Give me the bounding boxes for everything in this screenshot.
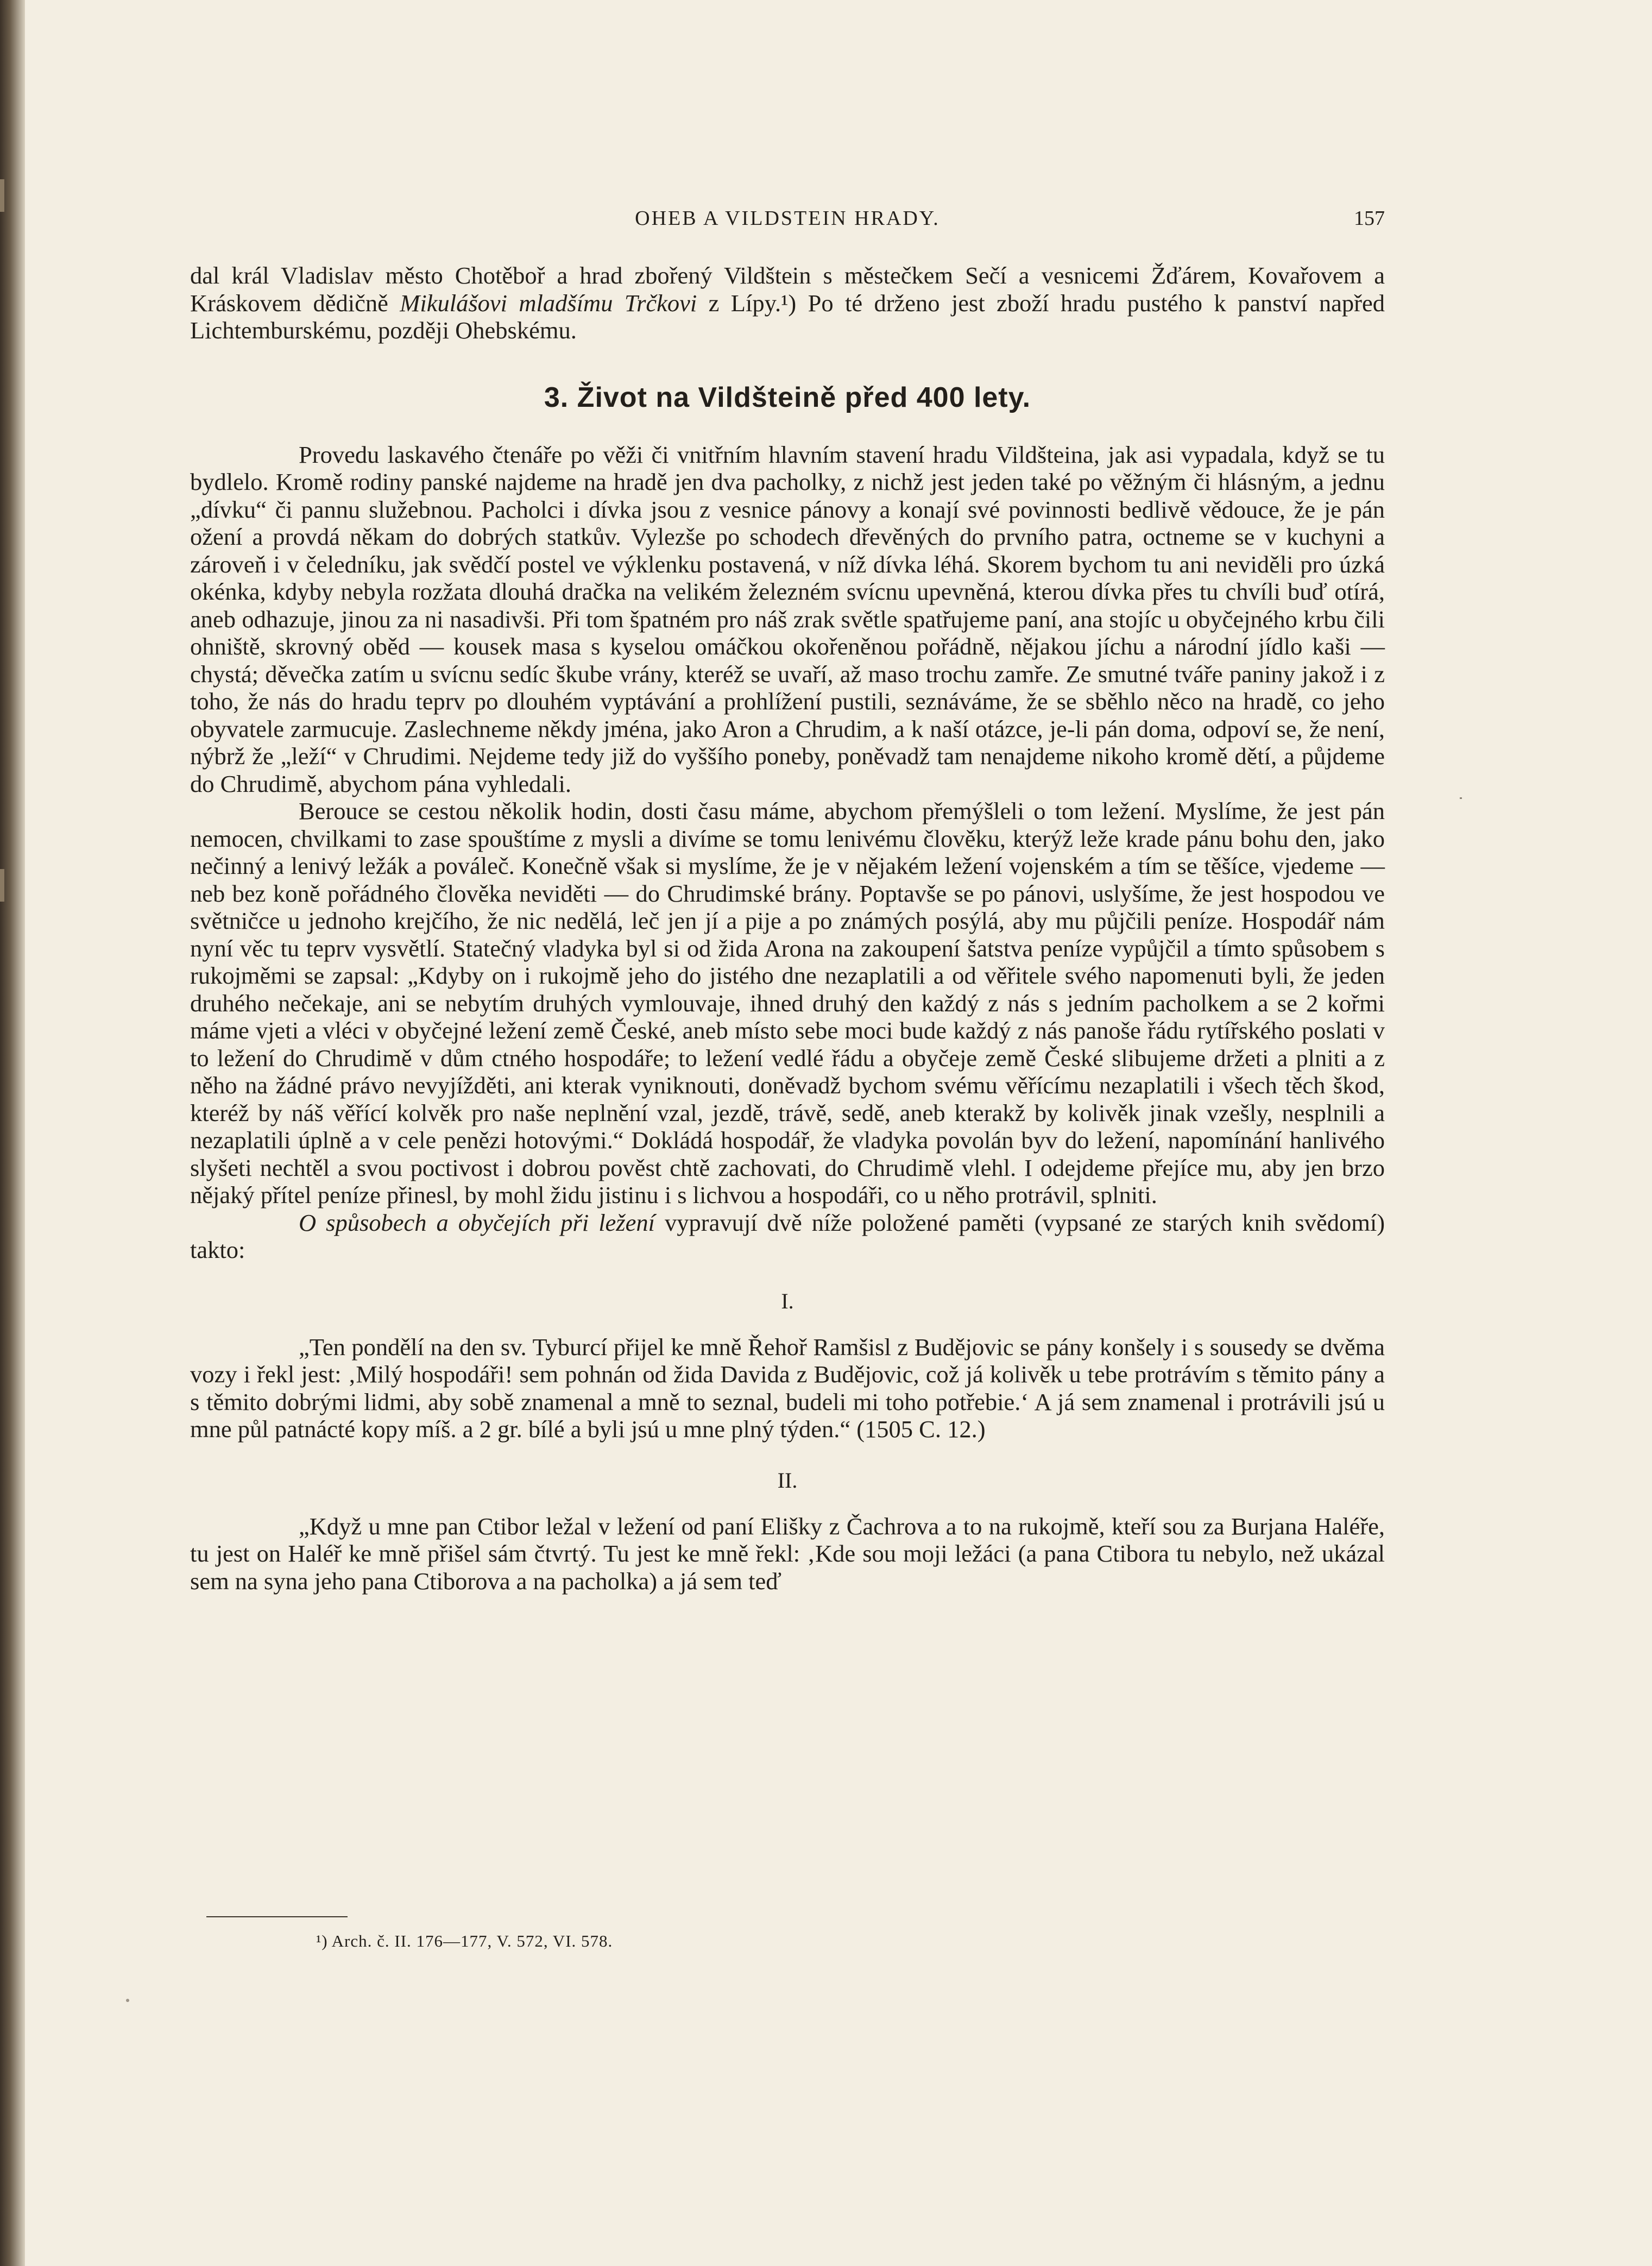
- memory-numeral: II.: [777, 1468, 798, 1493]
- paper-speck: [1460, 797, 1462, 799]
- footnote-rule: [206, 1916, 348, 1917]
- book-binding-edge: [0, 0, 25, 2266]
- memory-text: „Když u mne pan Ctibor ležal v ležení od paní Elišky z Čachrova a to na rukojmě, kteří sou za Burjana Haléře, tu jest on Haléř ke mně přišel sám čtvrtý. Tu jest ke mně řekl: ‚Kde sou moji ležáci (a pana Ctibora tu nebylo, než ukázal sem na syna jeho pana Ctiborova a na pacholka) a já sem teď: [190, 1512, 1385, 1595]
- intro-paragraph: [190, 262, 1385, 344]
- book-page: [190, 0, 1385, 2266]
- running-head: [190, 206, 1385, 239]
- spusobech-rest: vypravují dvě níže položené paměti (vypsané ze starých knih svědomí) takto:: [190, 1208, 1385, 1263]
- intro-italic-name: Mikulášovi mladšímu Trčkovi: [400, 289, 697, 317]
- footnote: ¹) Arch. č. II. 176—177, V. 572, VI. 578.: [316, 1931, 613, 1950]
- memory-numeral: I.: [781, 1288, 794, 1313]
- paragraph: Berouce se cestou několik hodin, dosti času máme, abychom přemýšleli o tom ležení. Myslíme, že jest pán nemocen, chvilkami to zase spouštíme z mysli a divíme se tomu lenivému člověku, kterýž leže krade pánu bohu den, jako nečinný a lenivý ležák a pováleč. Konečně však si myslíme, že je v nějakém ležení vojenském a tím se těšíce, vjedeme — neb bez koně pořádného člověka neviděti — do Chrudimské brány. Poptavše se po pánovi, uslyšíme, že jest hospodou ve světničce u jednoho krejčího, že nic nedělá, leč jen jí a pije a po známých posýlá, aby mu půjčili peníze. Hospodář nám nyní věc tu teprv vysvětlí. Statečný vladyka byl si od žida Arona na zakoupení šatstva peníze vypůjčil a tímto spůsobem s rukojměmi se zapsal: „Kdyby on i rukojmě jeho do jistého dne nezaplatili a od věřitele svého napomenuti byli, že jeden druhého nečekaje, ani se nebytím druhých vymlouvaje, ihned druhý den každý z nás s jedním pacholkem a se 2 kořmi máme vjeti a vléci v obyčejné ležení země České, aneb místo sebe moci bude každý z nás panoše řádu rytířského poslati v to ležení do Chrudimě v dům ctného hospodáře; to ležení vedlé řádu a obyčeje země České slibujeme držeti a plniti a z něho na žádné právo nevyjížděti, ani kterak vyniknouti, doněvadž bychom svému věřícímu nezaplatili i všech těch škod, kteréž by náš věřící kolvěk pro naše neplnění vzal, jezdě, trávě, sedě, aneb kterakž by kolivěk jinak vzešly, nesplnili a nezaplatili úplně a v cele penězi hotovými.“ Dokládá hospodář, že vladyka povolán byv do ležení, napomínání hanlivého slyšeti nechtěl a svou poctivost i dobrou pověst chtě zachovati, do Chrudimě vlehl. I odejdeme přejíce mu, aby jen brzo nějaký přítel peníze přinesl, by mohl židu jistinu i s lichvou a hospodáři, co u něho protrávil, splniti.: [190, 797, 1385, 1208]
- gutter-mark: [0, 869, 4, 902]
- intro-text-part2: z Lípy.¹) Po té drženo jest zboží hradu pustého k panství napřed Lichtemburskému, později Ohebskému.: [190, 289, 1385, 344]
- running-title: OHEB A VILDSTEIN HRADY.: [635, 207, 940, 230]
- paragraph: Provedu laskavého čtenáře po věži či vnitřním hlavním stavení hradu Vildšteina, jak asi vypadala, když se tu bydlelo. Kromě rodiny panské najdeme na hradě jen dva pacholky, z nichž jest jeden také po věžným či hlásným, a jednu „dívku“ či pannu služebnou. Pacholci i dívka jsou z vesnice pánovy a konají své povinnosti bedlivě vědouce, že je pán ožení a provdá někam do dobrých statkův. Vylezše po schodech dřevěných do prvního patra, octneme se v kuchyni a zároveň i v čeledníku, jak svědčí postel ve výklenku postavená, v níž dívka léhá. Skorem bychom tu ani neviděli pro úzká okénka, kdyby nebyla rozžata dlouhá dračka na velikém železném svícnu upevněná, kterou dívka přes tu chvíli buď otírá, aneb odhazuje, jinou za ni nasadivši. Při tom špatném pro náš zrak světle spatřujeme paní, ana stojíc u obyčejného krbu čili ohniště, skrovný oběd — kousek masa s kyselou omáčkou okořeněnou pořádně, nějakou jíchu a národní jídlo kaši — chystá; děvečka zatím u svícnu sedíc škube vrány, kteréž se uvaří, až maso trochu zamře. Ze smutné tváře paniny jakož i z toho, že nás do hradu teprv po dlouhém vyptávání a prohlížení pustili, seznáváme, že se sběhlo něco na hradě, co jeho obyvatele zarmucuje. Zaslechneme někdy jména, jako Aron a Chrudim, a k naší otázce, je-li pán doma, odpoví se, že není, nýbrž že „leží“ v Chrudimi. Nejdeme tedy již do vyššího poneby, poněvadž tam nenajdeme nikoho kromě dětí, a půjdeme do Chrudimě, abychom pána vyhledali.: [190, 440, 1385, 797]
- section-title: 3. Život na Vildšteině před 400 lety.: [544, 381, 1031, 413]
- page-number: 157: [1354, 207, 1385, 230]
- spusobech-paragraph: [190, 1209, 1385, 1264]
- body-text: [190, 262, 1385, 1595]
- memory-text: „Ten pondělí na den sv. Tyburcí přijel ke mně Řehoř Ramšisl z Budějovic se pány konšely i s sousedy se dvěma vozy i řekl jest: ‚Milý hospodáři! sem pohnán od žida Davida z Budějovic, což já kolivěk u tebe protrávím s těmito pány a s těmito dobrými lidmi, aby sobě znamenal a mně to seznal, budeli mi toho potřebie.‘ A já sem znamenal i protrávili jsú u mne půl patnácté kopy míš. a 2 gr. bílé a byli jsú u mne plný týden.“ (1505 C. 12.): [190, 1333, 1385, 1443]
- paper-speck: [126, 1999, 129, 2002]
- spusobech-italic: O spůsobech a obyčejích při ležení: [299, 1208, 655, 1236]
- gutter-mark: [0, 179, 4, 212]
- intro-text-part1: dal král Vladislav město Chotěboř a hrad zbořený Vildštein s městečkem Sečí a vesnicemi Žďárem, Kovařovem a Kráskovem dědičně: [190, 262, 1385, 317]
